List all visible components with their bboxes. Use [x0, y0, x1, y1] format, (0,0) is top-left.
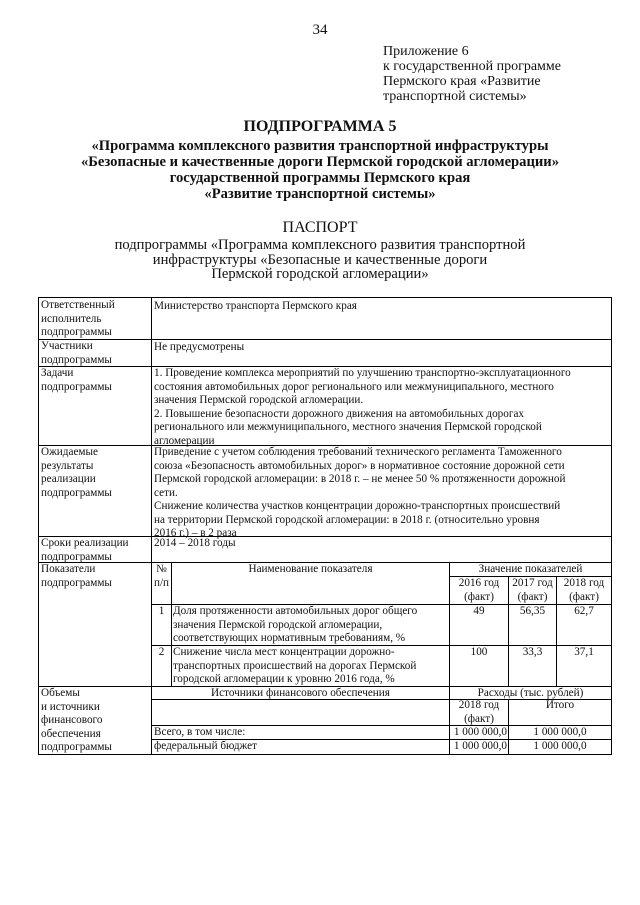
header-line: (факт) [464, 712, 494, 725]
task-line: 1. Проведение комплекса мероприятий по улучшению транспортно-эксплуатационного [154, 367, 571, 379]
financing-source: федеральный бюджет [154, 740, 257, 752]
subprogram-heading: ПОДПРОГРАММА 5 [243, 118, 397, 135]
passport-subtitle-line: инфраструктуры «Безопасные и качественные дороги [152, 251, 488, 268]
result-line: на территории Пермской городской агломерации: в 2018 г. (относительно уровня [154, 513, 540, 526]
indicator-name [173, 646, 416, 687]
label-line: Участники [41, 340, 93, 352]
result-line: сети. [154, 486, 178, 499]
label-line: результаты [41, 459, 94, 472]
financing-total-value: 1 000 000,0 [533, 726, 587, 738]
passport-table [38, 297, 612, 755]
label-line: подпрограммы [41, 380, 112, 393]
financing-source: Всего, в том числе: [154, 726, 246, 738]
passport-subtitle-line: подпрограммы «Программа комплексного развития транспортной [114, 237, 526, 253]
header-line: 2018 год [458, 699, 500, 711]
indicator-name [173, 605, 417, 646]
task-line: агломерации [154, 434, 215, 447]
result-line: 2016 г.) – в 2 раза [154, 527, 237, 539]
year-header-2016 [450, 577, 508, 604]
label-line: Ожидаемые [41, 446, 98, 458]
financing-year-value: 1 000 000,0 [453, 726, 507, 738]
appendix-line: транспортной системы» [383, 89, 527, 104]
passport-subtitle-line: Пермской городской агломерации» [211, 266, 429, 282]
result-line: Пермской городской агломерации: в 2018 г. – не менее 50 % протяженности дорожной [154, 473, 566, 485]
indicator-name-line: соответствующих нормативным требованиям, % [173, 632, 406, 644]
financing-source-header: Источники финансового обеспечения [211, 687, 390, 699]
header-line: 2016 год [458, 577, 500, 589]
label-line: подпрограммы [41, 576, 112, 589]
subprogram-title-line: «Развитие транспортной системы» [204, 186, 436, 202]
header-line: (факт) [517, 590, 548, 603]
header-line: 2018 год [563, 577, 605, 589]
page-number: 34 [312, 22, 328, 38]
label-terms [41, 537, 129, 564]
financing-total-value: 1 000 000,0 [533, 740, 587, 752]
indicator-num: 1 [158, 605, 165, 617]
value-tasks [154, 367, 571, 448]
label-line: Ответственный [41, 299, 115, 311]
row-divider [39, 339, 611, 340]
label-financing [41, 687, 112, 755]
label-line: финансового [41, 714, 103, 726]
indicator-col-divider [171, 562, 172, 686]
label-line: подпрограммы [41, 741, 112, 753]
passport-subtitle [0, 238, 640, 282]
label-line: подпрограммы [41, 353, 112, 366]
indicator-num: 2 [158, 646, 165, 658]
label-line: подпрограммы [41, 486, 112, 499]
label-line: обеспечения [41, 727, 101, 740]
value-terms: 2014 – 2018 годы [154, 537, 236, 549]
label-line: и источники [41, 700, 100, 713]
indicator-value: 37,1 [574, 646, 594, 658]
label-line: Сроки реализации [41, 537, 129, 549]
header-line: (факт) [464, 590, 494, 603]
indicator-value: 100 [470, 646, 488, 658]
label-responsible [41, 299, 115, 340]
result-line: союза «Безопасность автомобильных дорог» в нормативное состояние дорожной сети [154, 459, 565, 472]
appendix-line: Пермского края «Развитие [383, 74, 541, 89]
indicator-name-line: транспортных происшествий на дорогах Пермской [173, 659, 417, 672]
appendix-line: к государственной программе [383, 59, 561, 74]
label-indicators [41, 563, 112, 590]
appendix-line: Приложение 6 [383, 44, 469, 59]
task-line: 2. Повышение безопасности дорожного движения на автомобильных дорогах [154, 407, 525, 420]
indicator-num-header [152, 563, 171, 590]
indicator-name-line: Снижение числа мест концентрации дорожно- [173, 646, 395, 658]
label-column-divider [151, 298, 152, 754]
value-responsible: Министерство транспорта Пермского края [154, 300, 357, 312]
appendix-note [383, 44, 561, 104]
financing-total-header: Итого [545, 699, 575, 711]
label-line: Объемы [41, 687, 80, 699]
subprogram-title-line: «Безопасные и качественные дороги Пермской городской агломерации» [80, 154, 559, 170]
indicator-value: 33,3 [522, 646, 543, 658]
passport-heading: ПАСПОРТ [282, 219, 358, 236]
subprogram-title-line: государственной программы Пермского края [169, 170, 471, 186]
task-line: значения Пермской городской агломерации. [154, 394, 364, 406]
indicator-name-header: Наименование показателя [248, 563, 373, 575]
header-line: № [156, 563, 167, 575]
result-line: Приведение с учетом соблюдения требований технического регламента Таможенного [154, 446, 562, 458]
subprogram-title [0, 138, 640, 202]
indicator-name-line: Доля протяженности автомобильных дорог общего [173, 605, 418, 617]
label-participants [41, 340, 112, 367]
header-line: (факт) [569, 590, 599, 603]
task-line: регионального или межмуниципального, местного значения Пермской городской [154, 421, 542, 433]
header-line: п/п [153, 576, 170, 589]
indicator-value: 49 [473, 605, 485, 617]
label-line: подпрограммы [41, 326, 112, 338]
header-line: 2017 год [512, 577, 553, 589]
label-line: Показатели [41, 563, 96, 575]
indicator-value: 62,7 [574, 605, 594, 617]
indicator-value-header: Значение показателей [478, 563, 583, 575]
value-participants: Не предусмотрены [154, 341, 245, 353]
value-expected-results [154, 446, 565, 541]
indicator-value: 56,35 [519, 605, 546, 617]
financing-year-header [450, 699, 508, 726]
label-expected-results [41, 446, 112, 500]
label-line: подпрограммы [41, 550, 112, 563]
financing-expenses-header: Расходы (тыс. рублей) [477, 687, 584, 699]
year-header-2018 [557, 577, 611, 604]
financing-year-value: 1 000 000,0 [453, 740, 507, 752]
label-line: исполнитель [41, 312, 102, 325]
indicator-name-line: городской агломерации к уровню 2016 года, % [173, 673, 395, 685]
result-line: Снижение количества участков концентрации дорожно-транспортных происшествий [154, 500, 561, 512]
subprogram-title-line: «Программа комплексного развития транспортной инфраструктуры [91, 138, 549, 154]
label-line: реализации [41, 473, 96, 485]
indicator-name-line: значения Пермской городской агломерации, [173, 618, 383, 631]
label-tasks [41, 367, 112, 394]
year-header-2017 [509, 577, 556, 604]
task-line: состояния автомобильных дорог регионального или межмуниципального, местного [154, 380, 554, 393]
label-line: Задачи [41, 367, 74, 379]
